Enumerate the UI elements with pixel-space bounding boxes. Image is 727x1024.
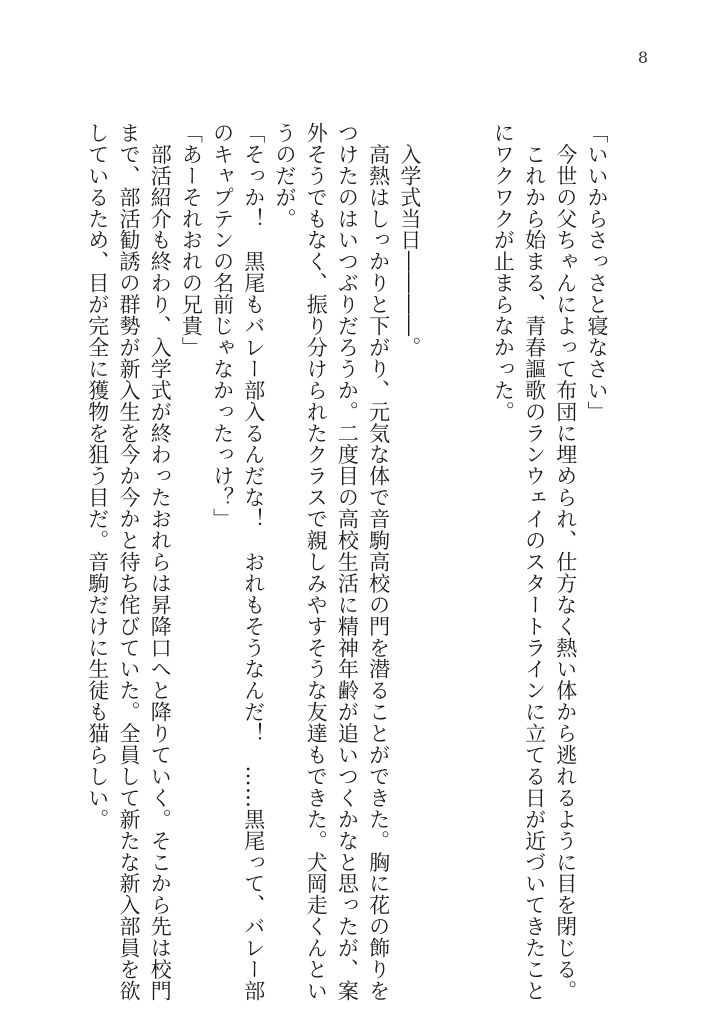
text-column: つけたのはいつぶりだろうか。二度目の高校生活に精神年齢が追いつくかなと思ったが、案	[335, 122, 360, 1002]
text-column: 外そうでもなく、振り分けられたクラスで親しみやすそうな友達もできた。犬岡走くんとい	[304, 122, 329, 1002]
vertical-text-body	[85, 122, 612, 1002]
text-column: 部活紹介も終わり、入学式が終わったおれらは昇降口へと降りていく。そこから先は校門	[148, 122, 173, 1002]
blank-column	[456, 122, 487, 942]
text-column: 「いいからさっさと寝なさい」	[585, 122, 609, 423]
text-column: 「そっか！ 黒尾もバレー部入るんだな！ おれもそうなんだ！ ……黒尾って、バレー部	[241, 122, 266, 1002]
text-column: まで、部活勧誘の群勢が新入生を今か今かと待ち侘びていた。全員して新たな新入部員を欲	[116, 122, 141, 1002]
text-column: 「あーそれおれの兄貴」	[179, 122, 204, 358]
text-column: しているため、目が完全に獲物を狙う目だ。音駒だけに生徒も猫らしい。	[85, 122, 110, 830]
text-column: 高熱はしっかりと下がり、元気な体で音駒高校の門を潜ることができた。胸に花の飾りを	[366, 122, 391, 1002]
blank-column	[425, 122, 456, 942]
text-column: これから始まる、青春謳歌のランウェイのスタートラインに立てる日が近づいてきたこと	[522, 122, 547, 1002]
text-column: 入学式当日――――。	[397, 122, 422, 358]
text-column: うのだが。	[273, 122, 297, 230]
text-column: 今世の父ちゃんによって布団に埋められ、仕方なく熱い体から逃れるように目を閉じる。	[553, 122, 578, 1002]
text-column: にワクワクが止まらなかった。	[491, 122, 516, 423]
text-column: のキャプテンの名前じゃなかったっけ？」	[210, 122, 235, 530]
page-number: 8	[637, 48, 649, 67]
